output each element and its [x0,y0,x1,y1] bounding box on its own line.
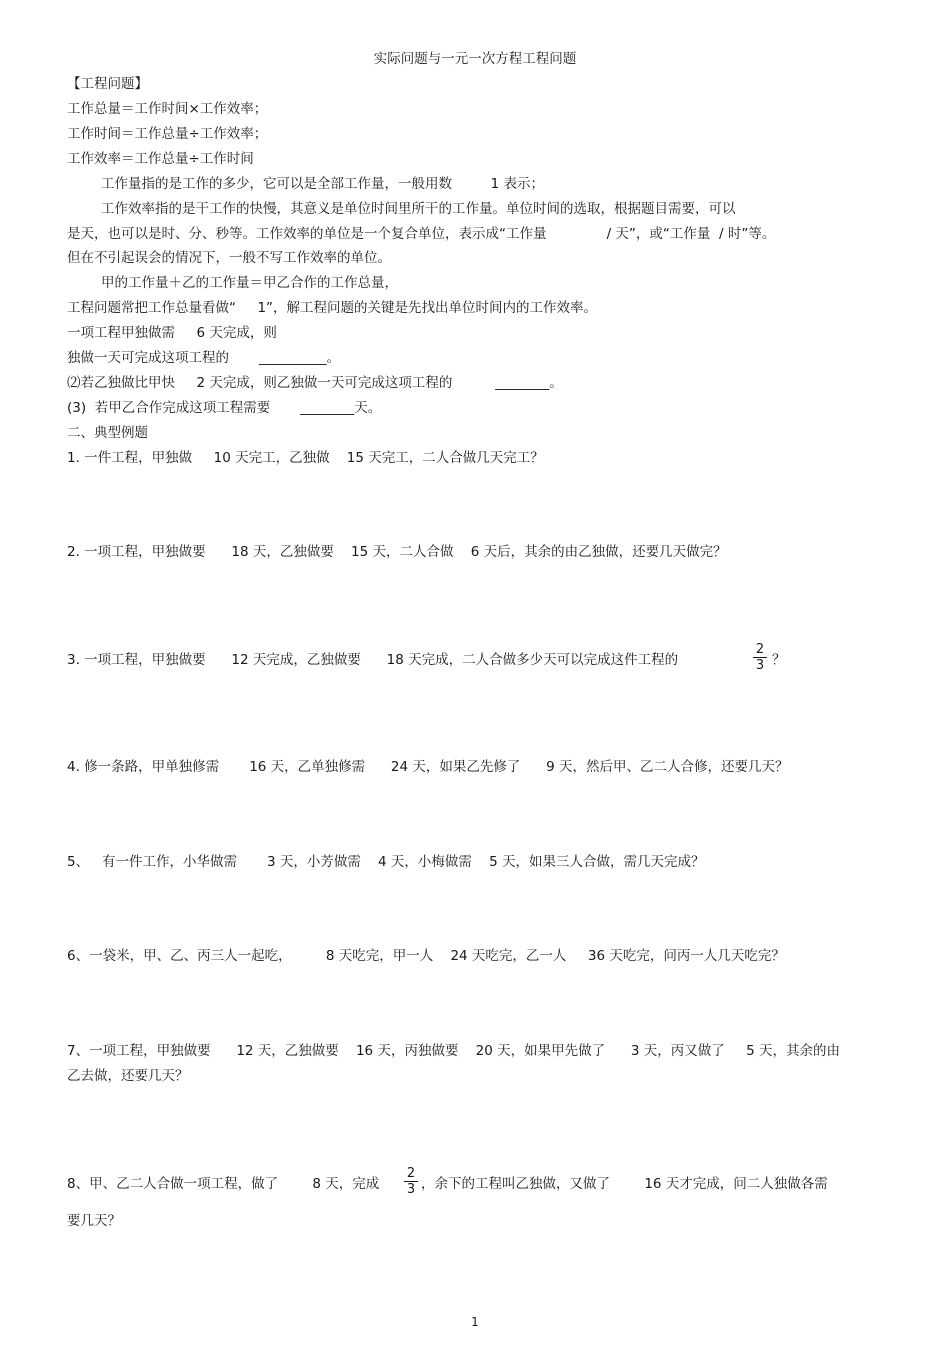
problem-3-fraction [753,642,767,673]
problem-6: 6、一袋米，甲、乙、丙三人一起吃， 8 天吃完，甲一人 24 天吃完，乙一人 36 天吃完，问丙一人几天吃完？ [67,948,785,964]
formula-total: 工作总量＝工作时间×工作效率； [67,101,268,117]
problem-3-fraction-numerator: 2 [753,642,767,658]
problem-8-fraction [404,1166,418,1197]
intro-paragraph-4: 工程问题常把工作总量看做“ 1”，解工程问题的关键是先找出单位时间内的工作效率。 [67,300,598,316]
problem-5: 5、 有一件工作，小华做需 3 天，小芳做需 4 天，小梅做需 5 天，如果三人合做，需几天完成？ [67,854,705,870]
intro-paragraph-2b: 是天，也可以是时、分、秒等。工作效率的单位是一个复合单位，表示成“工作量 / 天”，或“工作量 / 时”等。 [67,226,776,242]
problem-8-fraction-numerator: 2 [404,1166,418,1182]
problem-3-fraction-denominator: 3 [755,658,765,673]
problem-2: 2. 一项工程，甲独做要 18 天，乙独做要 15 天，二人合做 6 天后，其余的由乙独做，还要几天做完？ [67,544,727,560]
formula-efficiency: 工作效率＝工作总量÷工作时间 [67,151,254,167]
intro-paragraph-2c: 但在不引起误会的情况下，一般不写工作效率的单位。 [67,250,391,266]
problem-8c: 要几天？ [67,1213,121,1229]
problem-8a: 8、甲、乙二人合做一项工程，做了 8 天，完成 [67,1176,380,1192]
section-heading-engineering: 【工程问题】 [67,76,148,92]
warmup-question-2: ⑵若乙独做比甲快 2 天完成，则乙独做一天可完成这项工程的 ________。 [67,375,563,391]
intro-paragraph-3: 甲的工作量＋乙的工作量＝甲乙合作的工作总量， [101,275,398,291]
intro-paragraph-2a: 工作效率指的是干工作的快慢，其意义是单位时间里所干的工作量。单位时间的选取，根据题目需要，可以 [101,201,736,217]
problem-7a: 7、一项工程，甲独做要 12 天，乙独做要 16 天，丙独做要 20 天，如果甲先做了 3 天，丙又做了 5 天，其余的由 [67,1043,841,1059]
problem-8b: ，余下的工程叫乙独做，又做了 16 天才完成，问二人独做各需 [421,1176,828,1192]
formula-time: 工作时间＝工作总量÷工作效率； [67,126,268,142]
problem-8-fraction-denominator: 3 [406,1182,416,1197]
intro-paragraph-1: 工作量指的是工作的多少，它可以是全部工作量，一般用数 1 表示； [101,176,545,192]
problem-3-end: ？ [772,652,786,668]
warmup-question-0: 一项工程甲独做需 6 天完成，则 [67,325,277,341]
page-title: 实际问题与一元一次方程工程问题 [373,51,577,67]
problem-7b: 乙去做，还要几天？ [67,1068,189,1084]
section-heading-examples: 二、典型例题 [67,425,148,441]
warmup-question-3: (3) 若甲乙合作完成这项工程需要 ________天。 [67,400,382,416]
warmup-question-1: 独做一天可完成这项工程的 __________。 [67,350,341,366]
page-number: 1 [471,1315,479,1329]
problem-4: 4. 修一条路，甲单独修需 16 天，乙单独修需 24 天，如果乙先修了 9 天，然后甲、乙二人合修，还要几天？ [67,759,789,775]
problem-3: 3. 一项工程，甲独做要 12 天完成，乙独做要 18 天完成，二人合做多少天可以完成这件工程的 [67,652,679,668]
problem-1: 1. 一件工程，甲独做 10 天完工，乙独做 15 天完工，二人合做几天完工？ [67,450,544,466]
